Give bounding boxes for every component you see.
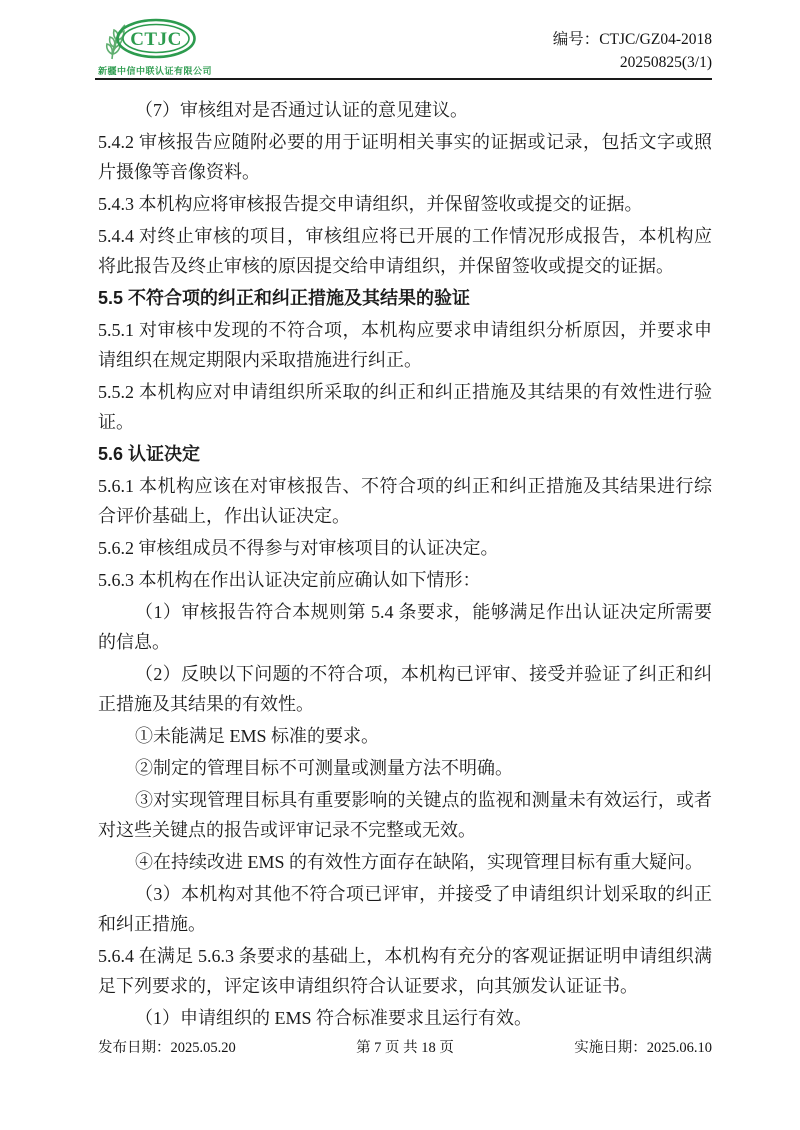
section-heading: 5.6 认证决定 <box>98 444 201 464</box>
page-footer <box>98 1036 712 1057</box>
doc-version: 20250825(3/1) <box>619 54 712 71</box>
paragraph: 5.5.1 对审核中发现的不符合项，本机构应要求申请组织分析原因，并要求申请组织在规定期限内采取措施进行纠正。 <box>98 320 712 370</box>
page-header <box>98 18 712 77</box>
doc-number: 编号：CTJC/GZ04-2018 <box>552 31 712 48</box>
section-heading: 5.5 不符合项的纠正和纠正措施及其结果的验证 <box>98 288 471 308</box>
paragraph: 5.5.2 本机构应对申请组织所采取的纠正和纠正措施及其结果的有效性进行验证。 <box>98 382 712 432</box>
paragraph: （1）申请组织的 EMS 符合标准要求且运行有效。 <box>135 1008 533 1028</box>
paragraph: 5.4.3 本机构应将审核报告提交申请组织，并保留签收或提交的证据。 <box>98 194 643 214</box>
svg-text:CTJC: CTJC <box>130 29 182 50</box>
paragraph: ②制定的管理目标不可测量或测量方法不明确。 <box>135 758 513 778</box>
paragraph: （2）反映以下问题的不符合项，本机构已评审、接受并验证了纠正和纠正措施及其结果的有效性。 <box>98 664 712 714</box>
paragraph: 5.6.4 在满足 5.6.3 条要求的基础上，本机构有充分的客观证据证明申请组织满足下列要求的，评定该申请组织符合认证要求，向其颁发认证证书。 <box>98 946 712 996</box>
paragraph: （1）审核报告符合本规则第 5.4 条要求，能够满足作出认证决定所需要的信息。 <box>98 602 712 652</box>
ctjc-logo-icon <box>98 18 198 62</box>
paragraph: ④在持续改进 EMS 的有效性方面存在缺陷，实现管理目标有重大疑问。 <box>135 852 704 872</box>
doc-meta <box>553 18 712 74</box>
company-name: 新疆中信中联认证有限公司 <box>98 66 213 76</box>
page-info: 第 7 页 共 18 页 <box>356 1040 454 1056</box>
paragraph: 5.4.2 审核报告应随附必要的用于证明相关事实的证据或记录，包括文字或照片摄像等音像资料。 <box>98 132 712 182</box>
paragraph: ③对实现管理目标具有重要影响的关键点的监视和测量未有效运行，或者对这些关键点的报告或评审记录不完整或无效。 <box>98 790 712 840</box>
implement-date: 实施日期：2025.06.10 <box>574 1040 712 1056</box>
paragraph: 5.6.3 本机构在作出认证决定前应确认如下情形： <box>98 570 481 590</box>
paragraph: 5.6.1 本机构应该在对审核报告、不符合项的纠正和纠正措施及其结果进行综合评价基础上，作出认证决定。 <box>98 476 712 526</box>
header-divider <box>95 78 712 80</box>
paragraph: 5.4.4 对终止审核的项目，审核组应将已开展的工作情况形成报告，本机构应将此报告及终止审核的原因提交给申请组织，并保留签收或提交的证据。 <box>98 226 712 276</box>
release-date: 发布日期：2025.05.20 <box>98 1040 236 1056</box>
document-body <box>98 93 712 1035</box>
paragraph: 5.6.2 审核组成员不得参与对审核项目的认证决定。 <box>98 538 499 558</box>
paragraph: （3）本机构对其他不符合项已评审，并接受了申请组织计划采取的纠正和纠正措施。 <box>98 884 712 934</box>
paragraph: ①未能满足 EMS 标准的要求。 <box>135 726 380 746</box>
paragraph: （7）审核组对是否通过认证的意见建议。 <box>135 100 468 120</box>
logo-block <box>98 18 212 77</box>
